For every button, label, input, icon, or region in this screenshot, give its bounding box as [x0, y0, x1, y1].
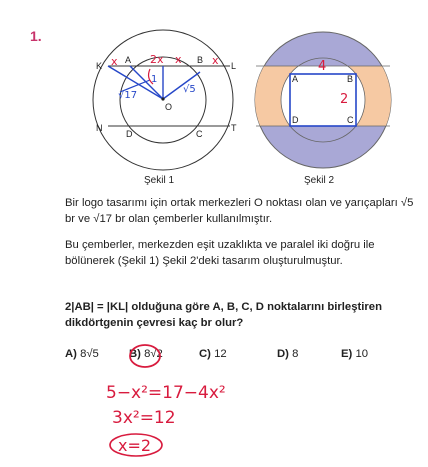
choice-a-letter: A) [65, 348, 77, 360]
label-c: C [196, 129, 203, 139]
choice-a-value: 8√5 [80, 348, 99, 360]
choice-d-letter: D) [277, 348, 289, 360]
label-t: T [231, 123, 237, 133]
question-paragraph-2: Bu çemberler, merkezden eşit uzaklıkta ve paralel iki doğru ile bölünerek (Şekil 1) Şekil 2'deki tasarım oluşturulmuştur. [65, 239, 375, 267]
ink-x-2: 2x [150, 53, 164, 66]
label-l: L [231, 61, 237, 71]
label-d: D [126, 129, 133, 139]
choice-b[interactable] [129, 348, 163, 360]
label-d2: D [292, 115, 299, 125]
label-k: K [96, 61, 103, 71]
label-c2: C [347, 115, 354, 125]
question-paragraph-1: Bir logo tasarımı için ortak merkezleri O noktası olan ve yarıçapları √5 br ve √17 br olan çemberler kullanılmıştır. [65, 197, 414, 225]
center-point [161, 97, 164, 100]
ink-x-4: x [212, 54, 219, 67]
figures [0, 0, 428, 190]
choice-c-letter: C) [199, 348, 211, 360]
ink-work-line-1: 5−x²=17−4x² [106, 383, 226, 403]
caption-figure-2: Şekil 2 [304, 175, 335, 186]
question-number: 1. [30, 28, 42, 44]
ink-angle-mark: 1 [151, 74, 158, 85]
label-o: O [165, 102, 173, 112]
question-prompt: 2|AB| = |KL| olduğuna göre A, B, C, D noktalarını birleştiren dikdörtgenin çevresi kaç br olur? [65, 301, 382, 329]
choice-e-value: 10 [355, 348, 369, 360]
ink-sqrt17: √17 [118, 90, 138, 101]
label-b2: B [347, 74, 354, 84]
ink-length-2: 2 [340, 92, 349, 107]
choice-d-value: 8 [292, 348, 299, 360]
ink-work-line-2: 3x²=12 [112, 408, 176, 428]
label-a: A [125, 55, 132, 65]
answer-choices [65, 348, 417, 366]
ink-result-circle [110, 434, 162, 456]
label-n: N [96, 123, 103, 133]
choice-e-letter: E) [341, 348, 353, 360]
choice-e[interactable] [341, 348, 368, 360]
choice-d[interactable] [277, 348, 298, 360]
choice-c[interactable] [199, 348, 227, 360]
figure-1 [93, 30, 237, 186]
ink-sqrt5: √5 [183, 84, 196, 95]
label-b: B [197, 55, 204, 65]
ink-x-3: x [175, 53, 182, 66]
choice-c-value: 12 [214, 348, 227, 360]
figure-2 [250, 32, 400, 186]
label-a2: A [292, 74, 299, 84]
ink-work-line-3: x=2 [118, 436, 152, 455]
choice-b-value: 8√2 [144, 348, 163, 360]
ink-length-4: 4 [318, 59, 327, 74]
choice-a[interactable] [65, 348, 99, 360]
choice-b-letter: B) [129, 348, 141, 360]
caption-figure-1: Şekil 1 [144, 175, 175, 186]
ink-x-1: x [111, 55, 118, 68]
